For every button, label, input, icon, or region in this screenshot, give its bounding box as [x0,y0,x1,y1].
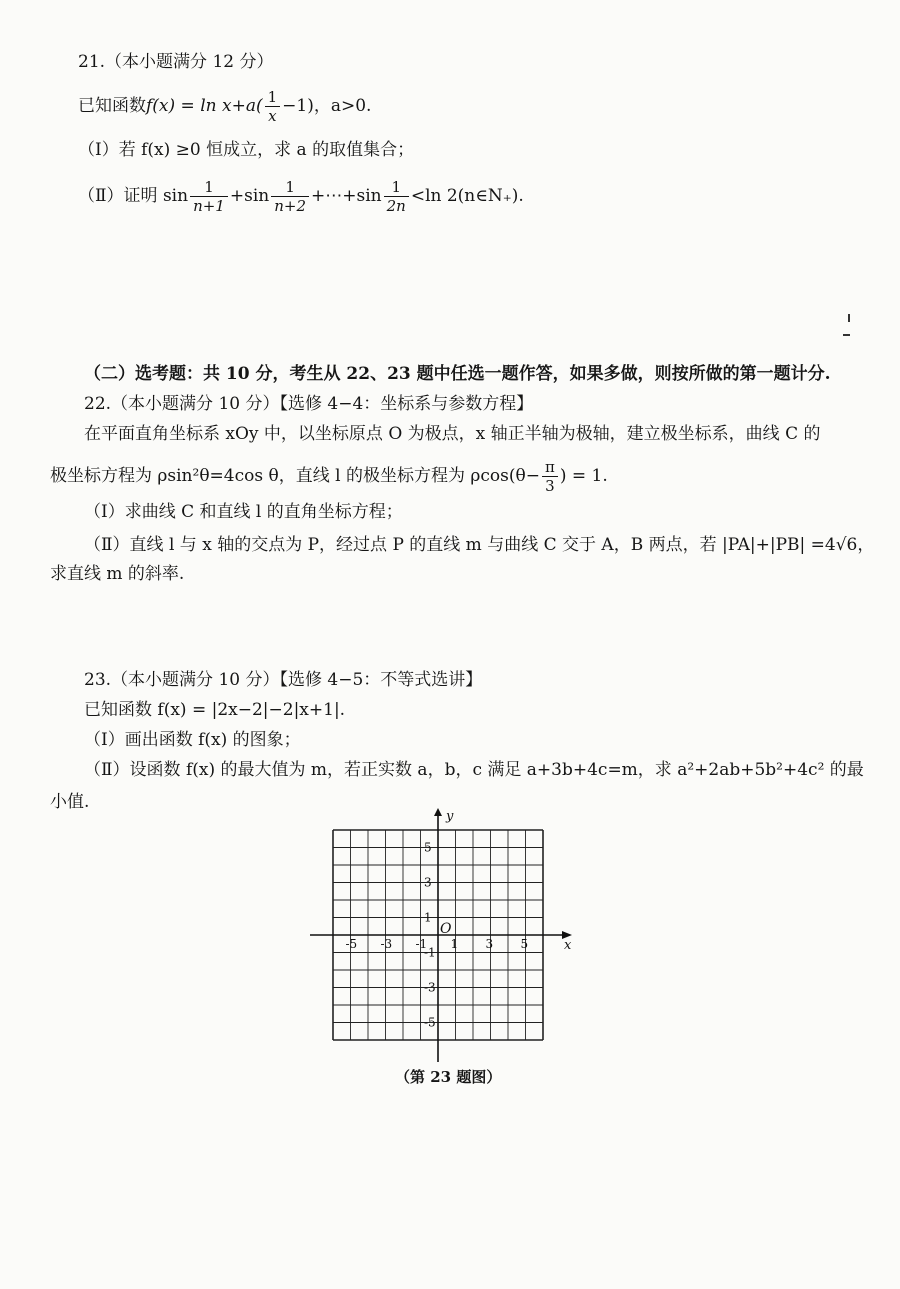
coordinate-grid-figure [300,808,580,1068]
x-tick-label: 5 [520,937,529,951]
x-tick-label: 1 [450,937,459,951]
q22-header: 22.（本小题满分 10 分）【选修 4−4：坐标系与参数方程】 [84,394,534,414]
q22-part1: （Ⅰ）求曲线 C 和直线 l 的直角坐标方程； [84,502,403,522]
y-tick-label: -1 [424,945,436,960]
q23-part2-cont: 小值. [50,792,90,812]
q23-part2: （Ⅱ）设函数 f(x) 的最大值为 m，若正实数 a，b，c 满足 a+3b+4c=m，求 a²+2ab+5b²+4c² 的最 [84,760,864,780]
q22-part2-cont: 求直线 m 的斜率. [50,564,185,584]
y-tick-label: 1 [424,910,432,925]
y-tick-label: -3 [424,980,436,995]
q22-intro-1: 在平面直角坐标系 xOy 中，以坐标原点 O 为极点，x 轴正半轴为极轴，建立极坐标系，曲线 C 的 [84,424,821,444]
q23-given: 已知函数 f(x) = |2x−2|−2|x+1|. [84,700,346,720]
q23-header: 23.（本小题满分 10 分）【选修 4−5：不等式选讲】 [84,670,483,690]
x-tick-label: -3 [380,937,393,951]
x-tick-label: -1 [415,937,428,951]
q21-fraction: $\frac{1}{x}$ [265,88,281,125]
q21-given: 已知函数f(x) = ln x+a( $\frac{1}{x}$ −1)，a>0. [78,88,372,125]
y-axis-label: y [446,809,454,824]
q21-part2: （Ⅱ）证明 sin $\frac{1}{n+1}$ +sin $\frac{1}{n+2}$ +⋯+sin $\frac{1}{2n}$ <ln 2(n∈N₊). [78,178,524,215]
tick-labels [346,809,573,1030]
y-tick-label: 5 [424,840,432,855]
y-tick-label: -5 [424,1015,436,1030]
q22-part2: （Ⅱ）直线 l 与 x 轴的交点为 P，经过点 P 的直线 m 与曲线 C 交于 A，B 两点，若 |PA|+|PB| =4√6， [84,535,875,555]
x-tick-label: -5 [345,937,358,951]
x-axis-label: x [564,938,572,953]
q23-part1: （Ⅰ）画出函数 f(x) 的图象； [84,730,301,750]
figure-caption: （第 23 题图） [395,1068,502,1086]
section2-instruction: （二）选考题：共 10 分，考生从 22、23 题中任选一题作答，如果多做，则按所做的第一题计分. [84,364,831,384]
q21-part1: （Ⅰ）若 f(x) ≥0 恒成立，求 a 的取值集合； [78,140,415,160]
origin-label: O [440,921,452,937]
margin-mark [843,334,850,336]
y-axis-arrow [434,808,442,816]
q22-intro-2: 极坐标方程为 ρsin²θ=4cos θ，直线 l 的极坐标方程为 ρcos(θ− $\frac{\pi}{3}$ ) = 1. [50,458,608,495]
x-tick-label: 3 [485,937,494,951]
q21-header: 21.（本小题满分 12 分） [78,52,274,72]
margin-mark [848,314,850,322]
y-tick-label: 3 [424,875,432,890]
